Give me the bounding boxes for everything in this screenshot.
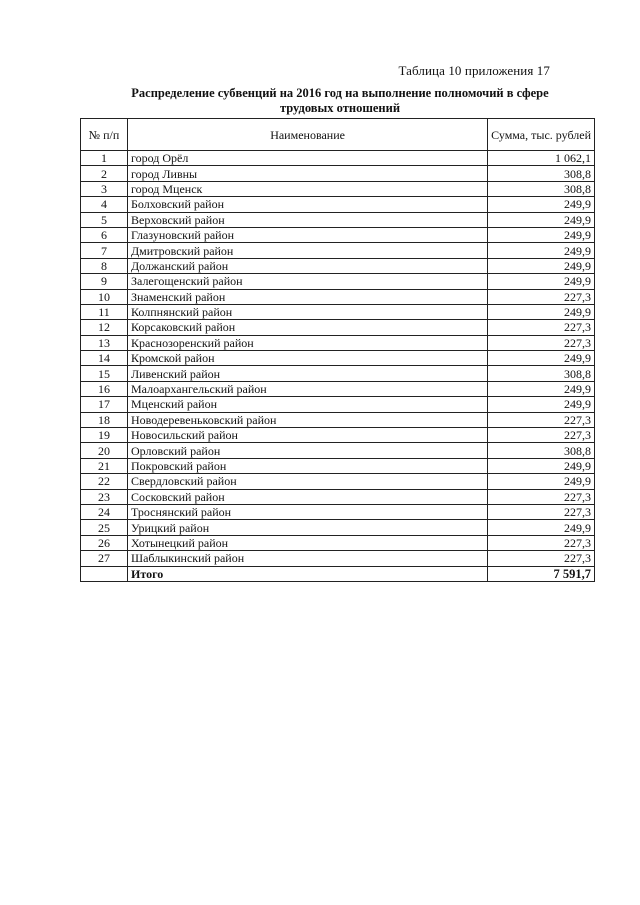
column-header-number: № п/п [81,119,128,151]
row-number: 25 [81,520,128,535]
row-sum: 249,9 [488,304,595,319]
row-name: город Орёл [128,151,488,166]
row-sum: 308,8 [488,166,595,181]
table-row [81,474,595,489]
row-sum: 227,3 [488,412,595,427]
row-name: Шаблыкинский район [128,551,488,566]
row-name: Верховский район [128,212,488,227]
row-number: 13 [81,335,128,350]
row-sum: 249,9 [488,381,595,396]
row-name: Кромской район [128,351,488,366]
row-sum: 249,9 [488,227,595,242]
row-name: Покровский район [128,458,488,473]
row-sum: 227,3 [488,335,595,350]
total-row [81,566,595,581]
table-row [81,443,595,458]
table-row [81,381,595,396]
table-row [81,243,595,258]
table-row [81,258,595,273]
table-row [81,551,595,566]
table-row [81,181,595,196]
row-sum: 249,9 [488,274,595,289]
row-name: город Ливны [128,166,488,181]
table-row [81,289,595,304]
row-number: 17 [81,397,128,412]
table-header-row [81,119,595,151]
table-row [81,320,595,335]
row-name: Ливенский район [128,366,488,381]
row-sum: 227,3 [488,320,595,335]
row-name: Болховский район [128,197,488,212]
row-sum: 249,9 [488,243,595,258]
row-sum: 227,3 [488,551,595,566]
page-title [80,86,600,116]
row-number: 27 [81,551,128,566]
row-name: Малоархангельский район [128,381,488,396]
row-name: Краснозоренский район [128,335,488,350]
table-row [81,458,595,473]
table-row [81,412,595,427]
subsidies-table [80,118,595,582]
row-sum: 227,3 [488,535,595,550]
total-number [81,566,128,581]
row-sum: 227,3 [488,428,595,443]
table-row [81,335,595,350]
row-sum: 227,3 [488,289,595,304]
table-row [81,428,595,443]
row-name: Корсаковский район [128,320,488,335]
total-sum: 7 591,7 [488,566,595,581]
row-number: 10 [81,289,128,304]
row-number: 5 [81,212,128,227]
row-number: 22 [81,474,128,489]
table-reference: Таблица 10 приложения 17 [398,63,550,78]
row-number: 12 [81,320,128,335]
row-number: 16 [81,381,128,396]
row-number: 11 [81,304,128,319]
row-name: Залегощенский район [128,274,488,289]
row-number: 7 [81,243,128,258]
row-number: 20 [81,443,128,458]
table-row [81,366,595,381]
row-number: 4 [81,197,128,212]
row-number: 8 [81,258,128,273]
row-number: 19 [81,428,128,443]
table-body [81,151,595,582]
table-row [81,304,595,319]
title-line-1: Распределение субвенций на 2016 год на выполнение полномочий в сфере [131,86,549,100]
row-sum: 249,9 [488,212,595,227]
row-name: Мценский район [128,397,488,412]
row-number: 3 [81,181,128,196]
row-sum: 227,3 [488,504,595,519]
row-number: 9 [81,274,128,289]
table-row [81,212,595,227]
row-name: Колпнянский район [128,304,488,319]
row-name: Троснянский район [128,504,488,519]
table-row [81,166,595,181]
table-row [81,274,595,289]
row-name: Свердловский район [128,474,488,489]
column-header-name: Наименование [128,119,488,151]
row-sum: 249,9 [488,258,595,273]
row-name: Новодеревеньковский район [128,412,488,427]
row-name: Должанский район [128,258,488,273]
table-row [81,351,595,366]
table-row [81,520,595,535]
row-number: 14 [81,351,128,366]
row-name: Новосильский район [128,428,488,443]
table-row [81,227,595,242]
row-number: 23 [81,489,128,504]
row-sum: 249,9 [488,397,595,412]
table-row [81,489,595,504]
table-row [81,151,595,166]
row-sum: 227,3 [488,489,595,504]
row-sum: 308,8 [488,443,595,458]
row-number: 24 [81,504,128,519]
row-name: Дмитровский район [128,243,488,258]
row-name: Глазуновский район [128,227,488,242]
total-label: Итого [128,566,488,581]
row-name: Орловский район [128,443,488,458]
row-number: 26 [81,535,128,550]
table-row [81,197,595,212]
table-row [81,535,595,550]
column-header-sum: Сумма, тыс. рублей [488,119,595,151]
row-sum: 249,9 [488,458,595,473]
title-line-2: трудовых отношений [279,101,401,115]
row-number: 6 [81,227,128,242]
row-number: 21 [81,458,128,473]
row-name: Хотынецкий район [128,535,488,550]
table-row [81,504,595,519]
row-sum: 249,9 [488,197,595,212]
row-number: 2 [81,166,128,181]
row-name: Знаменский район [128,289,488,304]
row-sum: 249,9 [488,520,595,535]
row-sum: 308,8 [488,366,595,381]
row-name: Урицкий район [128,520,488,535]
row-number: 1 [81,151,128,166]
row-name: Сосковский район [128,489,488,504]
row-sum: 308,8 [488,181,595,196]
row-number: 15 [81,366,128,381]
row-sum: 249,9 [488,351,595,366]
row-number: 18 [81,412,128,427]
table-row [81,397,595,412]
row-sum: 249,9 [488,474,595,489]
row-sum: 1 062,1 [488,151,595,166]
row-name: город Мценск [128,181,488,196]
